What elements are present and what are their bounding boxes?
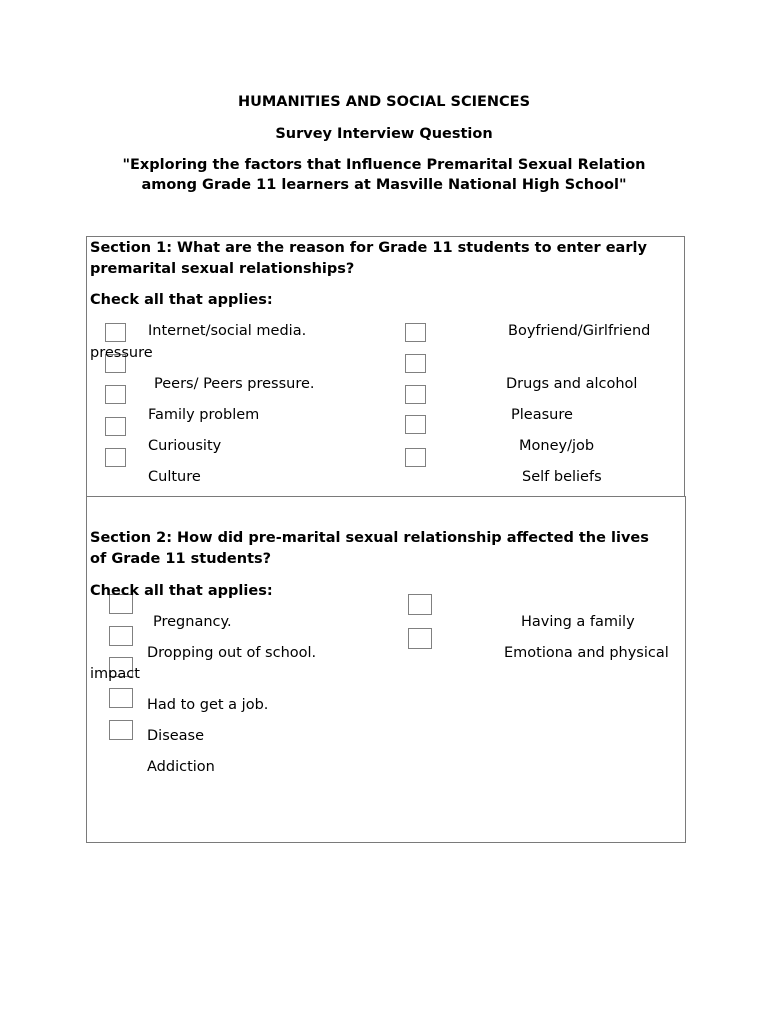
option-dropping-out-of-school: Dropping out of school.: [147, 645, 317, 661]
option-drugs-and-alcohol: Drugs and alcohol: [506, 376, 638, 392]
checkbox-drugs-and-alcohol[interactable]: [405, 354, 426, 373]
option-self-beliefs: Self beliefs: [522, 469, 602, 485]
option-pleasure: Pleasure: [511, 407, 573, 423]
option-had-to-get-a-job: Had to get a job.: [147, 697, 269, 713]
option-addiction: Addiction: [147, 759, 215, 775]
section-1-question-line-1: Section 1: What are the reason for Grade 11 students to enter early: [90, 240, 647, 256]
section-2-question-line-1: Section 2: How did pre-marital sexual relationship affected the lives: [90, 530, 649, 546]
option-family-problem: Family problem: [148, 407, 260, 423]
section-2-instruction: Check all that applies:: [90, 583, 273, 599]
survey-subtitle: Survey Interview Question: [275, 126, 493, 142]
checkbox-emotional-and-physical-impact[interactable]: [408, 628, 432, 649]
checkbox-internet-social-media[interactable]: [105, 323, 126, 342]
option-pregnancy: Pregnancy.: [153, 614, 232, 630]
section-2-box: [86, 496, 686, 843]
checkbox-culture[interactable]: [105, 448, 126, 467]
option-culture: Culture: [148, 469, 201, 485]
option-emotional-and-physical: Emotiona and physical: [504, 645, 669, 661]
study-title-line-2: among Grade 11 learners at Masville National High School": [141, 177, 627, 193]
checkbox-addiction[interactable]: [109, 720, 133, 740]
option-disease: Disease: [147, 728, 205, 744]
section-1-question-line-2: premarital sexual relationships?: [90, 261, 355, 277]
checkbox-self-beliefs[interactable]: [405, 448, 426, 467]
section-1-instruction: Check all that applies:: [90, 292, 273, 308]
section-2-question-line-2: of Grade 11 students?: [90, 551, 272, 567]
option-having-a-family: Having a family: [521, 614, 635, 630]
option-internet-social-media: Internet/social media.: [148, 323, 307, 339]
checkbox-pleasure[interactable]: [405, 385, 426, 404]
department-heading: HUMANITIES AND SOCIAL SCIENCES: [237, 94, 531, 110]
checkbox-curiousity[interactable]: [105, 417, 126, 436]
option-money-job: Money/job: [519, 438, 595, 454]
option-boyfriend-girlfriend: Boyfriend/Girlfriend: [508, 323, 651, 339]
checkbox-dropping-out-of-school[interactable]: [109, 626, 133, 646]
option-boyfriend-girlfriend-wrap: pressure: [90, 345, 153, 361]
checkbox-disease[interactable]: [109, 688, 133, 708]
option-curiousity: Curiousity: [148, 438, 222, 454]
checkbox-boyfriend-girlfriend-pressure[interactable]: [405, 323, 426, 342]
section-1-box: [86, 236, 685, 497]
study-title-line-1: "Exploring the factors that Influence Premarital Sexual Relation: [122, 157, 646, 173]
option-peers-pressure: Peers/ Peers pressure.: [154, 376, 315, 392]
option-emotional-and-physical-wrap: impact: [90, 666, 140, 682]
checkbox-family-problem[interactable]: [105, 385, 126, 404]
checkbox-money-job[interactable]: [405, 415, 426, 434]
checkbox-having-a-family[interactable]: [408, 594, 432, 615]
